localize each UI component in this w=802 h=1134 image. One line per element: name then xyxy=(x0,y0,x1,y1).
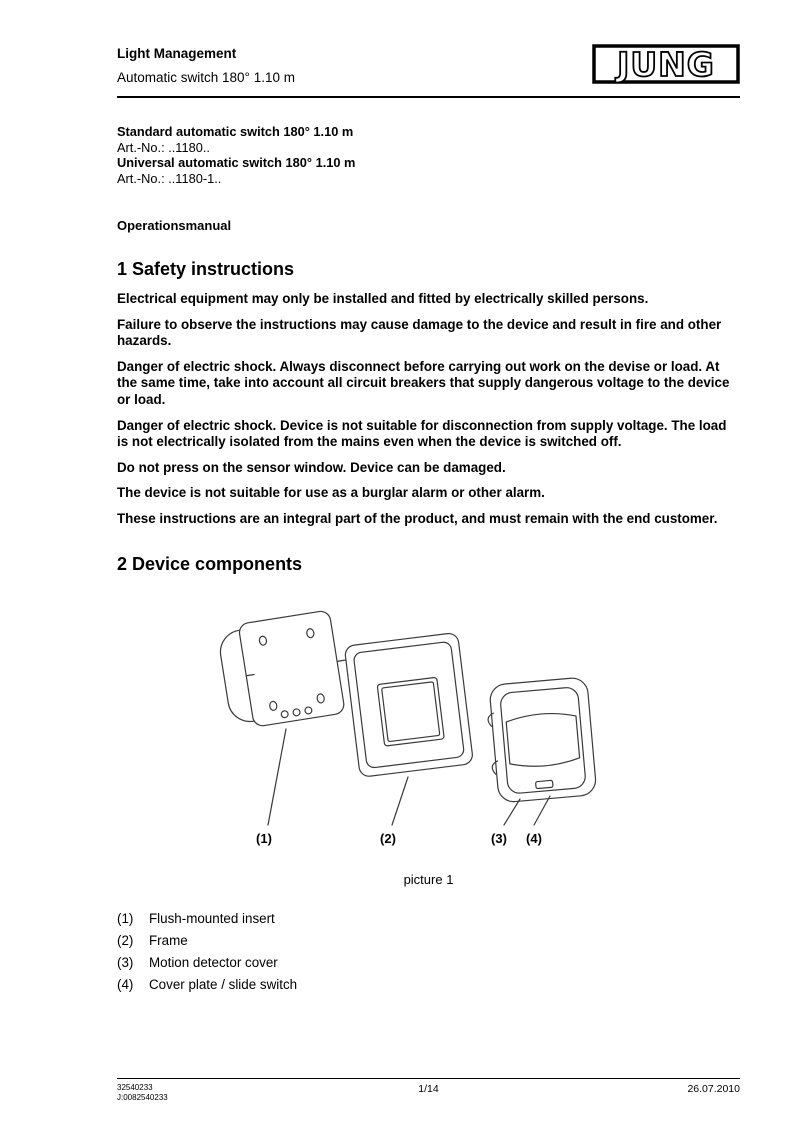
figure-label-1: (1) xyxy=(255,830,272,846)
section-title-safety: 1 Safety instructions xyxy=(117,259,295,279)
cover-drawing xyxy=(485,676,597,802)
component-number: (2) xyxy=(117,932,134,948)
page-header xyxy=(117,46,740,89)
doc-product-name: Automatic switch 180° 1.10 m xyxy=(117,70,295,85)
jung-logo-text: JUNG xyxy=(617,45,715,84)
header-divider xyxy=(117,96,740,98)
safety-paragraph: Do not press on the sensor window. Device can be damaged. xyxy=(117,459,506,475)
product-artno-standard: Art.-No.: ..1180.. xyxy=(117,139,210,155)
section-title-components: 2 Device components xyxy=(117,553,303,574)
product-block xyxy=(117,124,740,186)
product-name-standard: Standard automatic switch 180° 1.10 m xyxy=(117,124,354,139)
product-name-universal: Universal automatic switch 180° 1.10 m xyxy=(117,155,356,170)
figure-caption: picture 1 xyxy=(403,871,454,887)
footer-doc-code: J:0082540233 xyxy=(117,1092,168,1102)
leader-line-1 xyxy=(268,729,286,825)
component-label: Flush-mounted insert xyxy=(149,910,275,926)
insert-drawing xyxy=(216,608,353,730)
component-number: (3) xyxy=(117,954,134,970)
figure-label-4: (4) xyxy=(525,830,542,846)
safety-paragraph: The device is not suitable for use as a burglar alarm or other alarm. xyxy=(117,485,545,501)
safety-paragraph: Danger of electric shock. Always disconnect before carrying out work on the devise or load. At the same time, take into account all circuit breakers that supply dangerous voltage to the device or load. xyxy=(117,358,730,407)
exploded-view-drawing xyxy=(194,591,664,859)
component-number: (4) xyxy=(117,976,134,992)
footer-page-number: 1/14 xyxy=(418,1083,439,1095)
jung-logo xyxy=(592,44,740,89)
header-text xyxy=(117,46,295,85)
footer-date: 26.07.2010 xyxy=(687,1083,740,1095)
product-artno-universal: Art.-No.: ..1180-1.. xyxy=(117,170,222,186)
component-number: (1) xyxy=(117,910,134,926)
exploded-view-figure xyxy=(117,591,740,887)
safety-paragraph: Danger of electric shock. Device is not suitable for disconnection from supply voltage. The load is not electrically isolated from the mains even when the device is switched off. xyxy=(117,417,727,450)
jung-logo-graphic xyxy=(592,44,740,84)
list-item xyxy=(117,911,740,926)
components-list xyxy=(117,911,740,992)
component-label: Motion detector cover xyxy=(149,954,278,970)
page-footer xyxy=(117,1078,740,1102)
safety-paragraph: Failure to observe the instructions may cause damage to the device and result in fire and other hazards. xyxy=(117,316,722,349)
component-label: Frame xyxy=(149,932,188,948)
safety-paragraph: These instructions are an integral part of the product, and must remain with the end customer. xyxy=(117,510,718,526)
footer-divider xyxy=(117,1078,740,1079)
doc-category: Light Management xyxy=(117,46,237,61)
list-item xyxy=(117,933,740,948)
figure-label-3: (3) xyxy=(490,830,507,846)
footer-doc-ids xyxy=(117,1083,168,1102)
leader-line-4 xyxy=(534,796,550,825)
list-item xyxy=(117,955,740,970)
leader-line-2 xyxy=(392,777,408,825)
component-label: Cover plate / slide switch xyxy=(149,976,298,992)
leader-line-3 xyxy=(504,799,520,825)
figure-label-2: (2) xyxy=(379,830,396,846)
list-item xyxy=(117,977,740,992)
footer-doc-number: 32540233 xyxy=(117,1083,153,1092)
manual-type-label: Operationsmanual xyxy=(117,218,232,233)
safety-paragraph: Electrical equipment may only be installed and fitted by electrically skilled persons. xyxy=(117,291,649,306)
frame-drawing xyxy=(344,632,473,777)
